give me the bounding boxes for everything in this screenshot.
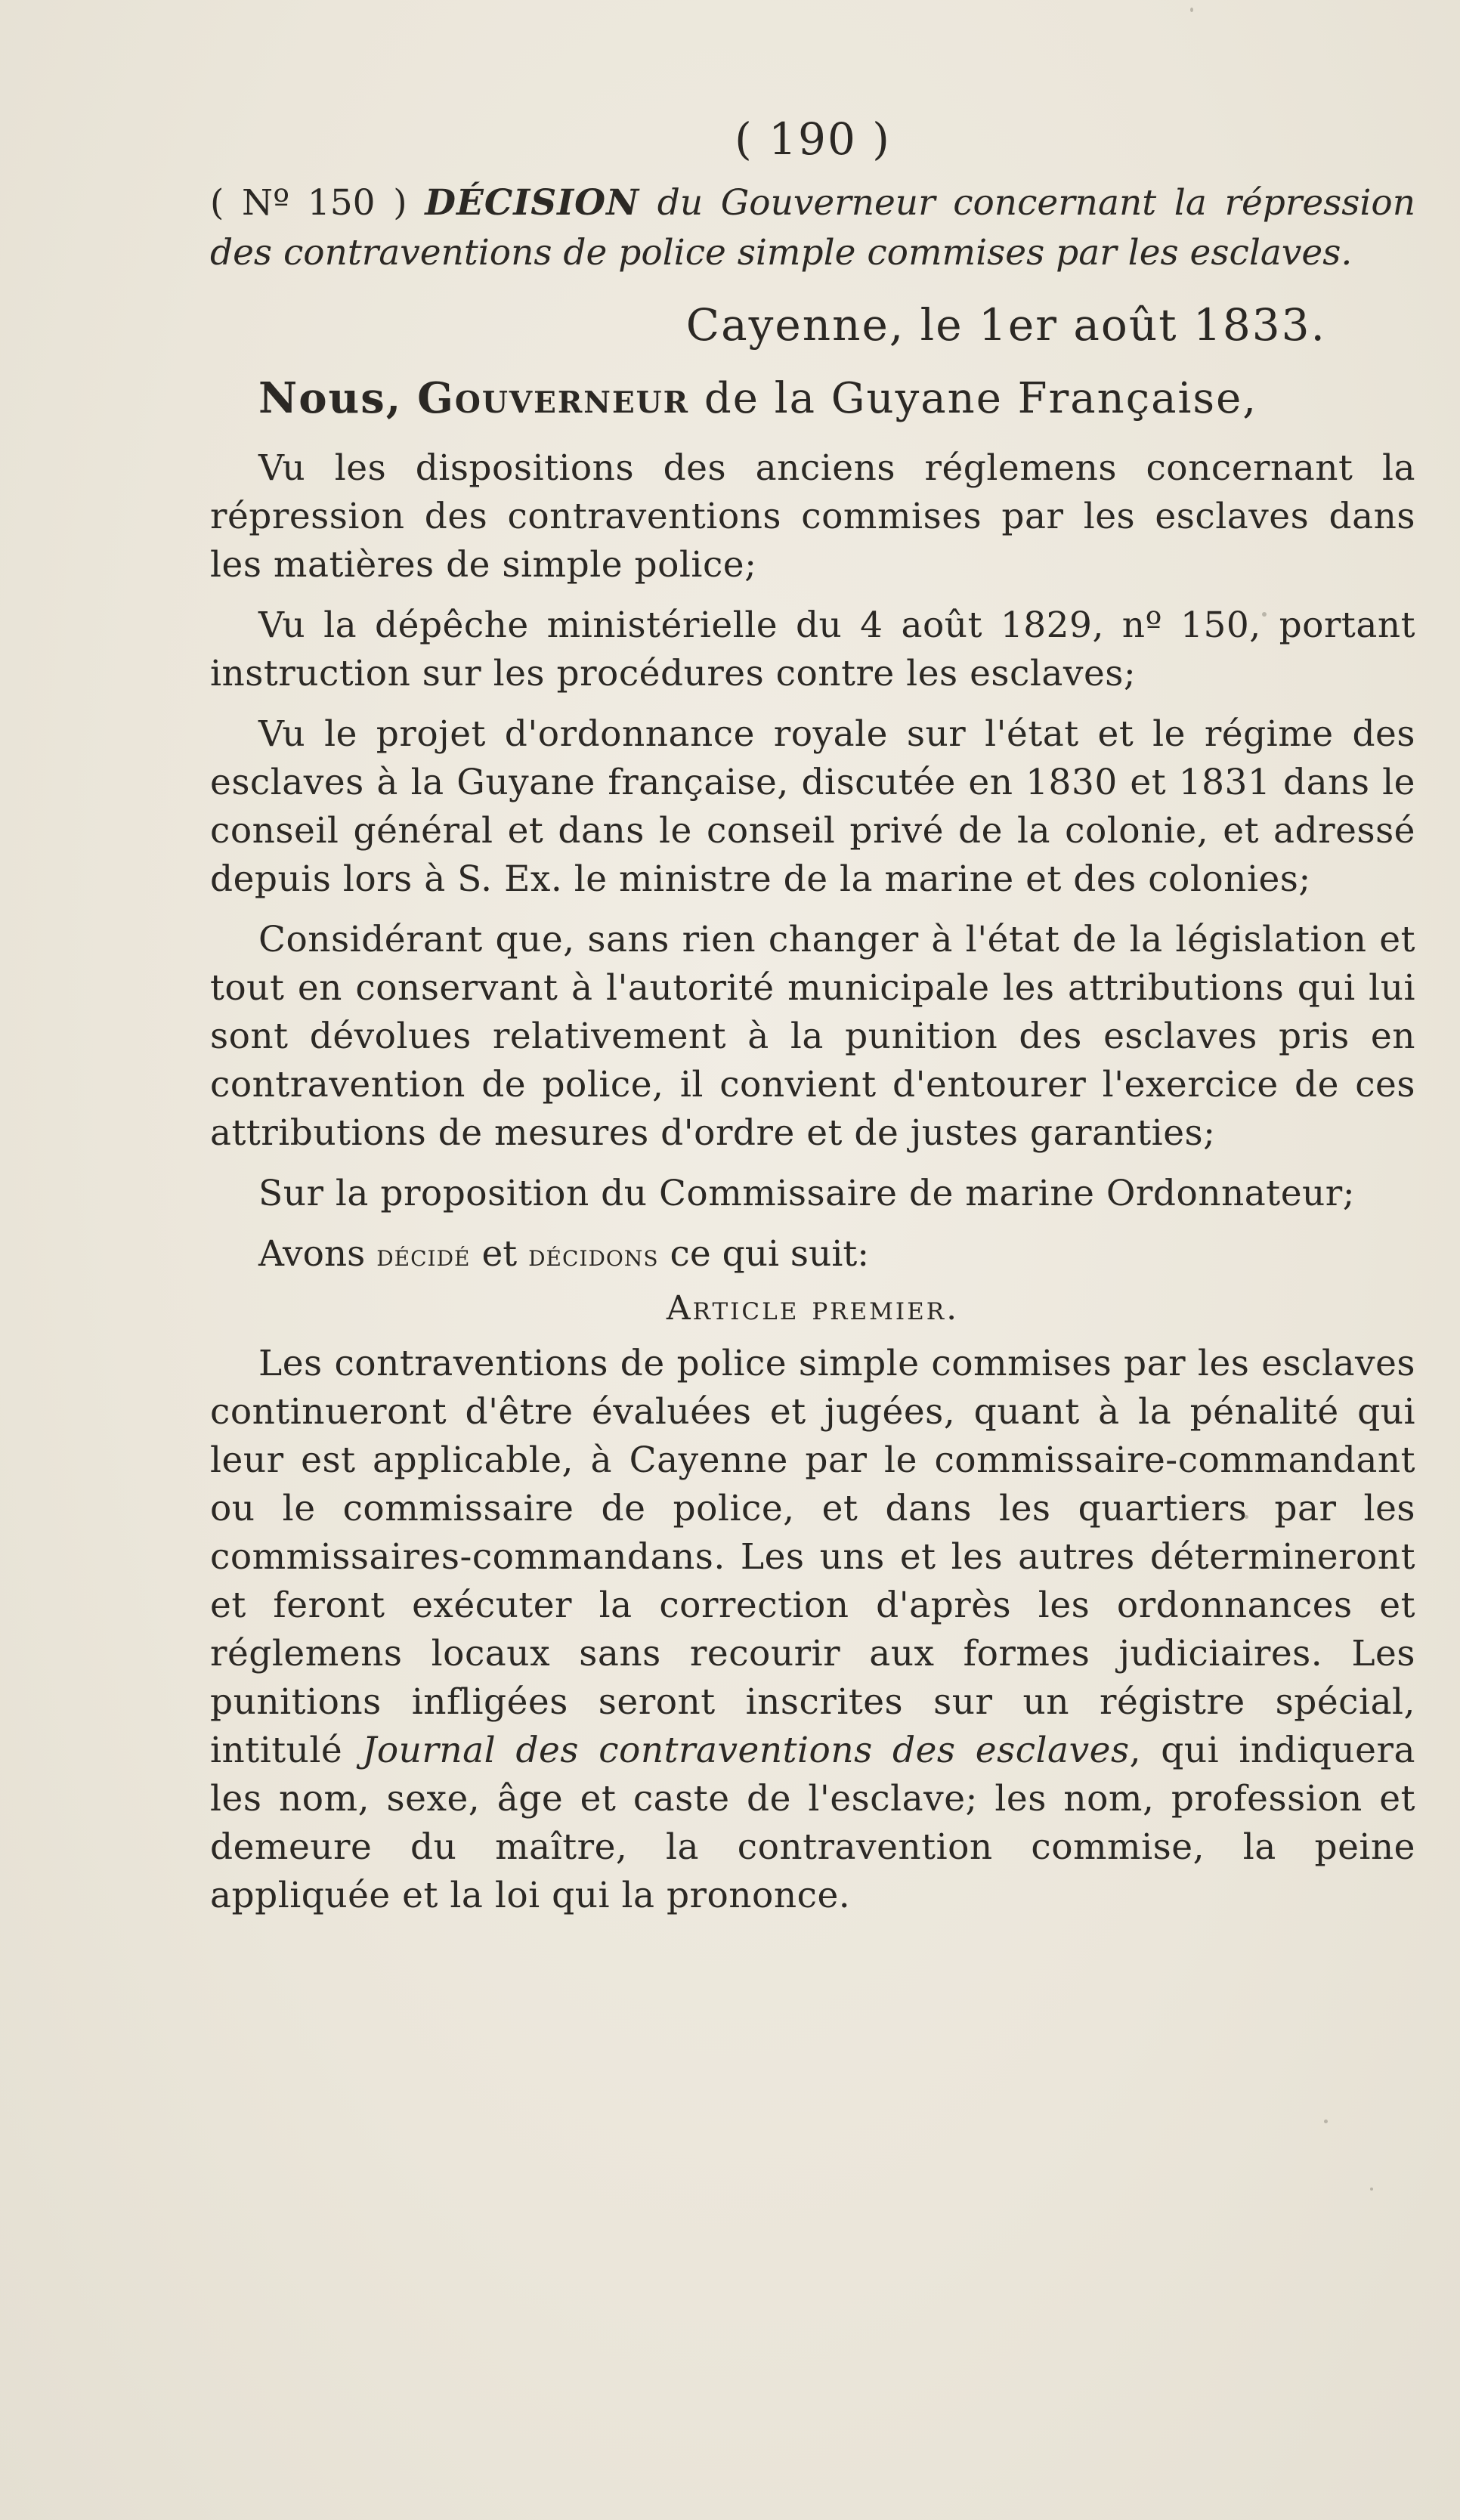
decision-decide: décidé — [376, 1238, 471, 1273]
paragraph-proposition: Sur la proposition du Commissaire de marine Ordonnateur; — [258, 1173, 1356, 1214]
preamble-gouverneur: Gouverneur — [417, 373, 690, 423]
heading-number: ( Nº 150 ) — [210, 182, 407, 224]
article-journal-title: Journal des contraventions des esclaves — [362, 1730, 1130, 1771]
decision-et: et — [481, 1233, 518, 1275]
article-text-part1: Les contraventions de police simple commises par les esclaves continueront d'être évaluées et jugées, quant à la pénalité qui leur est applicable, à Cayenne par le commissaire-commandant ou le commissaire de police, et dans les quartiers par les commissaires-commandans. Les uns et les autres détermineront et feront exécuter la correction d'après les ordonnances et réglemens locaux sans recourir aux formes judiciaires. Les punitions infligées seront inscrites sur un régistre spécial, intitulé — [210, 1343, 1415, 1771]
article-paragraph — [210, 1340, 1415, 1920]
page-content — [210, 113, 1415, 1932]
preamble-rest: de la Guyane Française, — [704, 374, 1258, 423]
page-number: ( 190 ) — [735, 113, 891, 165]
paper-speck — [1324, 2120, 1328, 2123]
decision-line — [210, 1230, 1415, 1280]
heading-title: DÉCISION — [425, 182, 640, 224]
article-text-part2: , qui indiquera les nom, sexe, âge et caste de l'esclave; les nom, profession et demeure du maître, la contravention commise, la peine appliquée et la loi qui la prononce. — [210, 1730, 1415, 1916]
document-heading — [210, 178, 1415, 278]
article-title: Article premier. — [666, 1289, 960, 1328]
paper-speck — [1370, 2188, 1373, 2191]
preamble-nous: Nous, — [258, 373, 403, 423]
paragraph-considerant: Considérant que, sans rien changer à l'état de la législation et tout en conservant à l'autorité municipale les attributions qui lui sont dévolues relativement à la punition des esclaves pris en contravention de police, il convient d'entourer l'exercice de ces attributions de mesures d'ordre et de justes garanties; — [210, 919, 1415, 1154]
preamble-line — [210, 373, 1415, 423]
decision-rest: ce qui suit: — [670, 1233, 870, 1275]
decision-decidons: décidons — [528, 1238, 659, 1273]
paragraph-vu-depeche: Vu la dépêche ministérielle du 4 août 1829, nº 150, portant instruction sur les procédures contre les esclaves; — [210, 604, 1415, 694]
dateline: Cayenne, le 1er août 1833. — [685, 299, 1326, 351]
paragraph-vu-dispositions: Vu les dispositions des anciens réglemens concernant la répression des contraventions commises par les esclaves dans les matières de simple police; — [210, 447, 1415, 586]
heading-text: du Gouverneur concernant la répression des contraventions de police simple commises par les esclaves. — [210, 182, 1415, 274]
decision-avons: Avons — [258, 1233, 366, 1275]
paragraph-vu-projet: Vu le projet d'ordonnance royale sur l'état et le régime des esclaves à la Guyane française, discutée en 1830 et 1831 dans le conseil général et dans le conseil privé de la colonie, et adressé depuis lors à S. Ex. le ministre de la marine et des colonies; — [210, 713, 1415, 900]
paper-speck — [1190, 8, 1193, 12]
